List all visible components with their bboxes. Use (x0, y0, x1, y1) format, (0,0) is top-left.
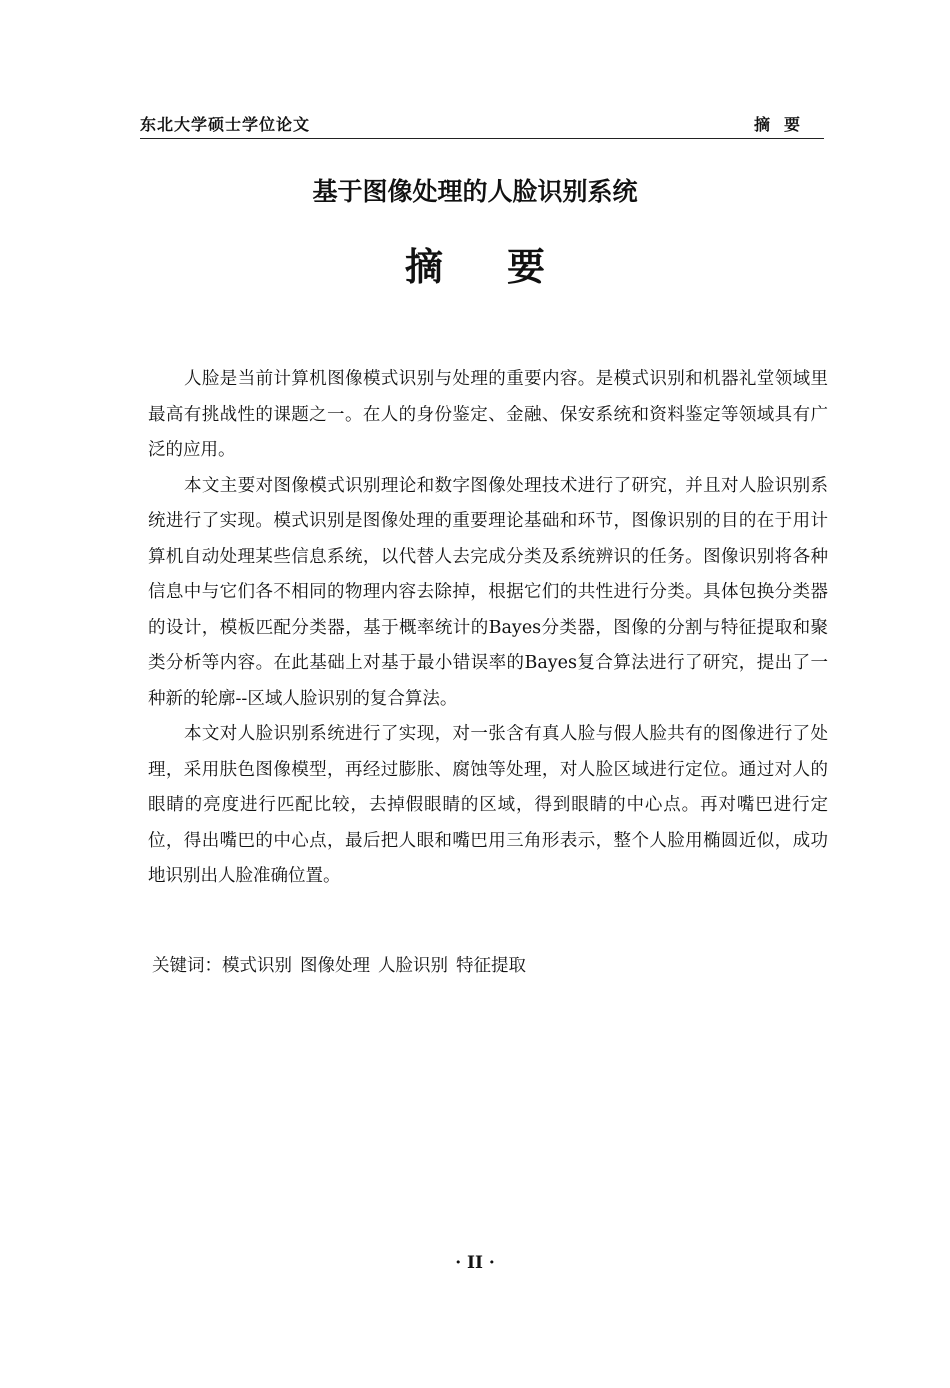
abstract-paragraph: 本文主要对图像模式识别理论和数字图像处理技术进行了研究，并且对人脸识别系统进行了实现。模式识别是图像处理的重要理论基础和环节，图像识别的目的在于用计算机自动处理某些信息系统，以代替人去完成分类及系统辨识的任务。图像识别将各种信息中与它们各不相同的物理内容去除掉，根据它们的共性进行分类。具体包换分类器的设计，模板匹配分类器，基于概率统计的Bayes分类器，图像的分割与特征提取和聚类分析等内容。在此基础上对基于最小错误率的Bayes复合算法进行了研究，提出了一种新的轮廓--区域人脸识别的复合算法。 (148, 475, 828, 709)
document-title: 基于图像处理的人脸识别系统 (312, 177, 638, 206)
running-header (140, 112, 824, 138)
header-university-label: 东北大学硕士学位论文 (140, 115, 311, 134)
keyword-item: 特征提取 (456, 956, 526, 976)
keywords-line (152, 953, 534, 979)
abstract-paragraph: 本文对人脸识别系统进行了实现，对一张含有真人脸与假人脸共有的图像进行了处理，采用肤色图像模型，再经过膨胀、腐蚀等处理，对人脸区域进行定位。通过对人的眼睛的亮度进行匹配比较，去掉假眼睛的区域，得到眼睛的中心点。再对嘴巴进行定位，得出嘴巴的中心点，最后把人眼和嘴巴用三角形表示，整个人脸用椭圆近似，成功地识别出人脸准确位置。 (148, 724, 828, 886)
keywords-label: 关键词： (152, 956, 222, 976)
keyword-item: 人脸识别 (378, 956, 448, 976)
keyword-item: 图像处理 (300, 956, 370, 976)
abstract-body (148, 362, 828, 895)
page-number: · II · (455, 1253, 495, 1273)
keyword-item: 模式识别 (222, 956, 292, 976)
abstract-paragraph: 人脸是当前计算机图像模式识别与处理的重要内容。是模式识别和机器礼堂领域里最高有挑战性的课题之一。在人的身份鉴定、金融、保安系统和资料鉴定等领域具有广泛的应用。 (148, 369, 828, 460)
header-divider (140, 138, 824, 139)
header-section-label: 摘要 (753, 115, 814, 134)
abstract-heading: 摘要 (404, 245, 609, 289)
